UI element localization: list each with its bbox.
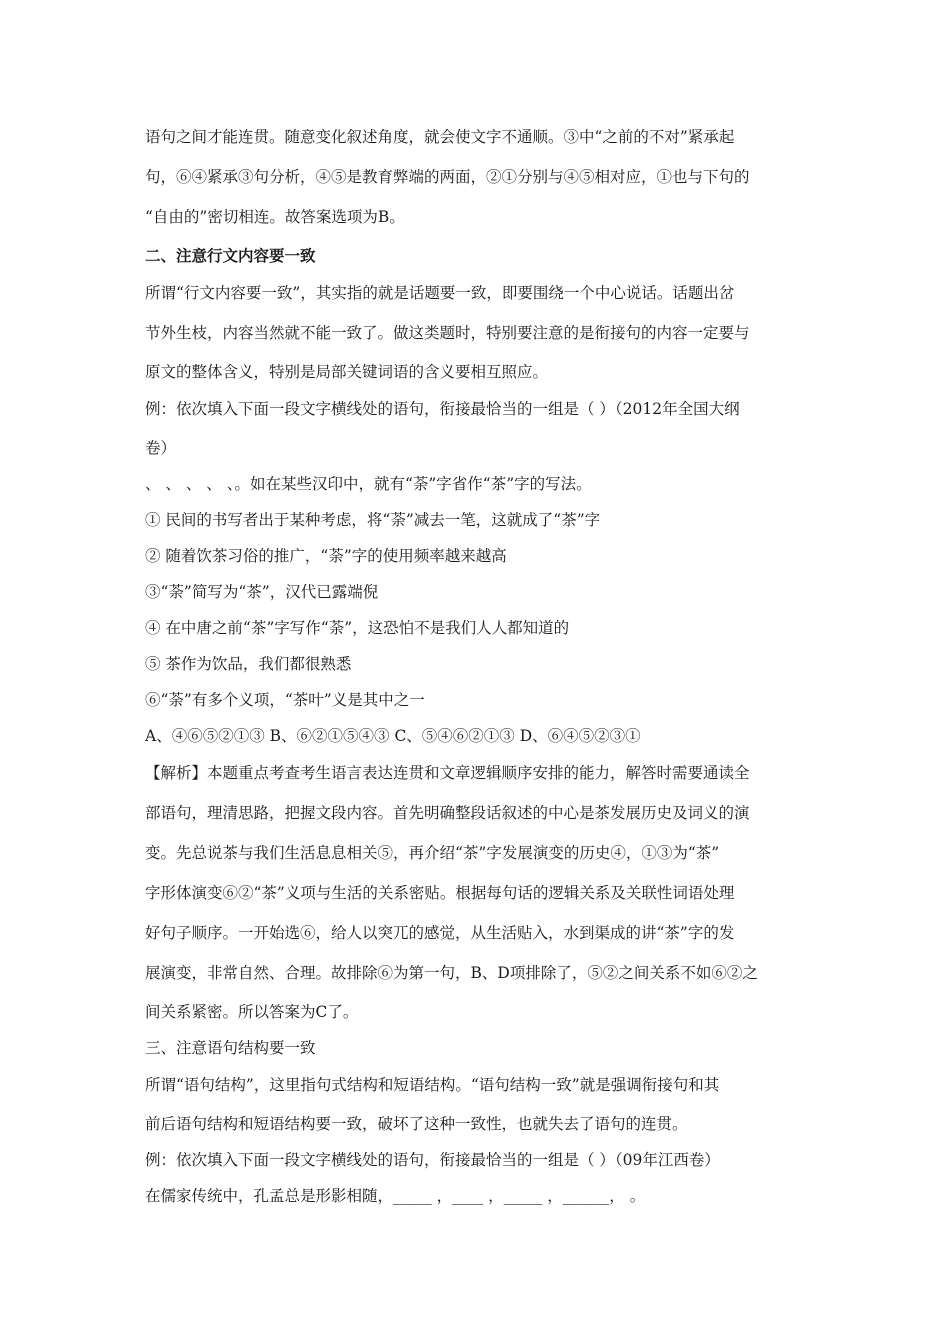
text-line: 节外生枝，内容当然就不能一致了。做这类题时，特别要注意的是衔接句的内容一定要与 xyxy=(145,324,750,342)
text-line: 前后语句结构和短语结构要一致，破坏了这种一致性，也就失去了语句的连贯。 xyxy=(145,1115,688,1133)
option-item: ⑤ 茶作为饮品，我们都很熟悉 xyxy=(145,655,352,673)
text-line: 句，⑥④紧承③句分析，④⑤是教育弊端的两面，②①分别与④⑤相对应，①也与下句的 xyxy=(145,168,750,186)
analysis-line: 字形体演变⑥②“茶”义项与生活的关系密贴。根据每句话的逻辑关系及关联性词语处理 xyxy=(145,884,735,902)
example-prompt: 例：依次填入下面一段文字横线处的语句，衔接最恰当的一组是（ ）（09年江西卷） xyxy=(145,1151,720,1169)
document-page xyxy=(145,122,810,1218)
analysis-line: 好句子顺序。一开始选⑥，给人以突兀的感觉，从生活贴入，水到渠成的讲“茶”字的发 xyxy=(145,924,735,942)
text-line: 所谓“语句结构”，这里指句式结构和短语结构。“语句结构一致”就是强调衔接句和其 xyxy=(145,1076,720,1094)
section-heading: 三、注意语句结构要一致 xyxy=(145,1039,316,1057)
text-line: 卷） xyxy=(145,439,177,457)
section-heading: 二、注意行文内容要一致 xyxy=(145,246,316,265)
text-line: 原文的整体含义，特别是局部关键词语的含义要相互照应。 xyxy=(145,363,549,381)
answer-choices: A、④⑥⑤②①③ B、⑥②①⑤④③ C、⑤④⑥②①③ D、⑥④⑤②③① xyxy=(145,727,641,745)
analysis-line: 部语句，理清思路，把握文段内容。首先明确整段话叙述的中心是茶发展历史及词义的演 xyxy=(145,804,750,822)
text-line: “自由的”密切相连。故答案选项为B。 xyxy=(145,208,405,226)
analysis-line: 变。先总说茶与我们生活息息相关⑤，再介绍“茶”字发展演变的历史④，①③为“茶” xyxy=(145,844,720,862)
analysis-line: 间关系紧密。所以答案为C了。 xyxy=(145,1003,359,1021)
option-item: ① 民间的书写者出于某种考虑，将“荼”减去一笔，这就成了“茶”字 xyxy=(145,511,601,529)
option-item: ④ 在中唐之前“茶”字写作“荼”，这恐怕不是我们人人都知道的 xyxy=(145,619,570,637)
text-line: 所谓“行文内容要一致”，其实指的就是话题要一致，即要围绕一个中心说话。话题出岔 xyxy=(145,284,735,302)
option-item: ⑥“荼”有多个义项，“茶叶”义是其中之一 xyxy=(145,691,425,709)
blank-sentence: 在儒家传统中，孔孟总是形影相随，_____ ，____ ，_____ ，______， 。 xyxy=(145,1187,646,1205)
analysis-line: 【解析】本题重点考查考生语言表达连贯和文章逻辑顺序安排的能力，解答时需要通读全 xyxy=(145,764,750,782)
analysis-line: 展演变，非常自然、合理。故排除⑥为第一句，B、D项排除了，⑤②之间关系不如⑥②之 xyxy=(145,964,758,982)
option-item: ② 随着饮茶习俗的推广，“荼”字的使用频率越来越高 xyxy=(145,547,507,565)
example-prompt: 例：依次填入下面一段文字横线处的语句，衔接最恰当的一组是（ ）（2012年全国大纲 xyxy=(145,400,740,418)
blank-sentence: 、 、 、 、 、。如在某些汉印中，就有“荼”字省作“茶”字的写法。 xyxy=(145,475,592,493)
option-item: ③“荼”简写为“茶”，汉代已露端倪 xyxy=(145,583,379,601)
text-line: 语句之间才能连贯。随意变化叙述角度，就会使文字不通顺。③中“之前的不对”紧承起 xyxy=(145,128,735,146)
